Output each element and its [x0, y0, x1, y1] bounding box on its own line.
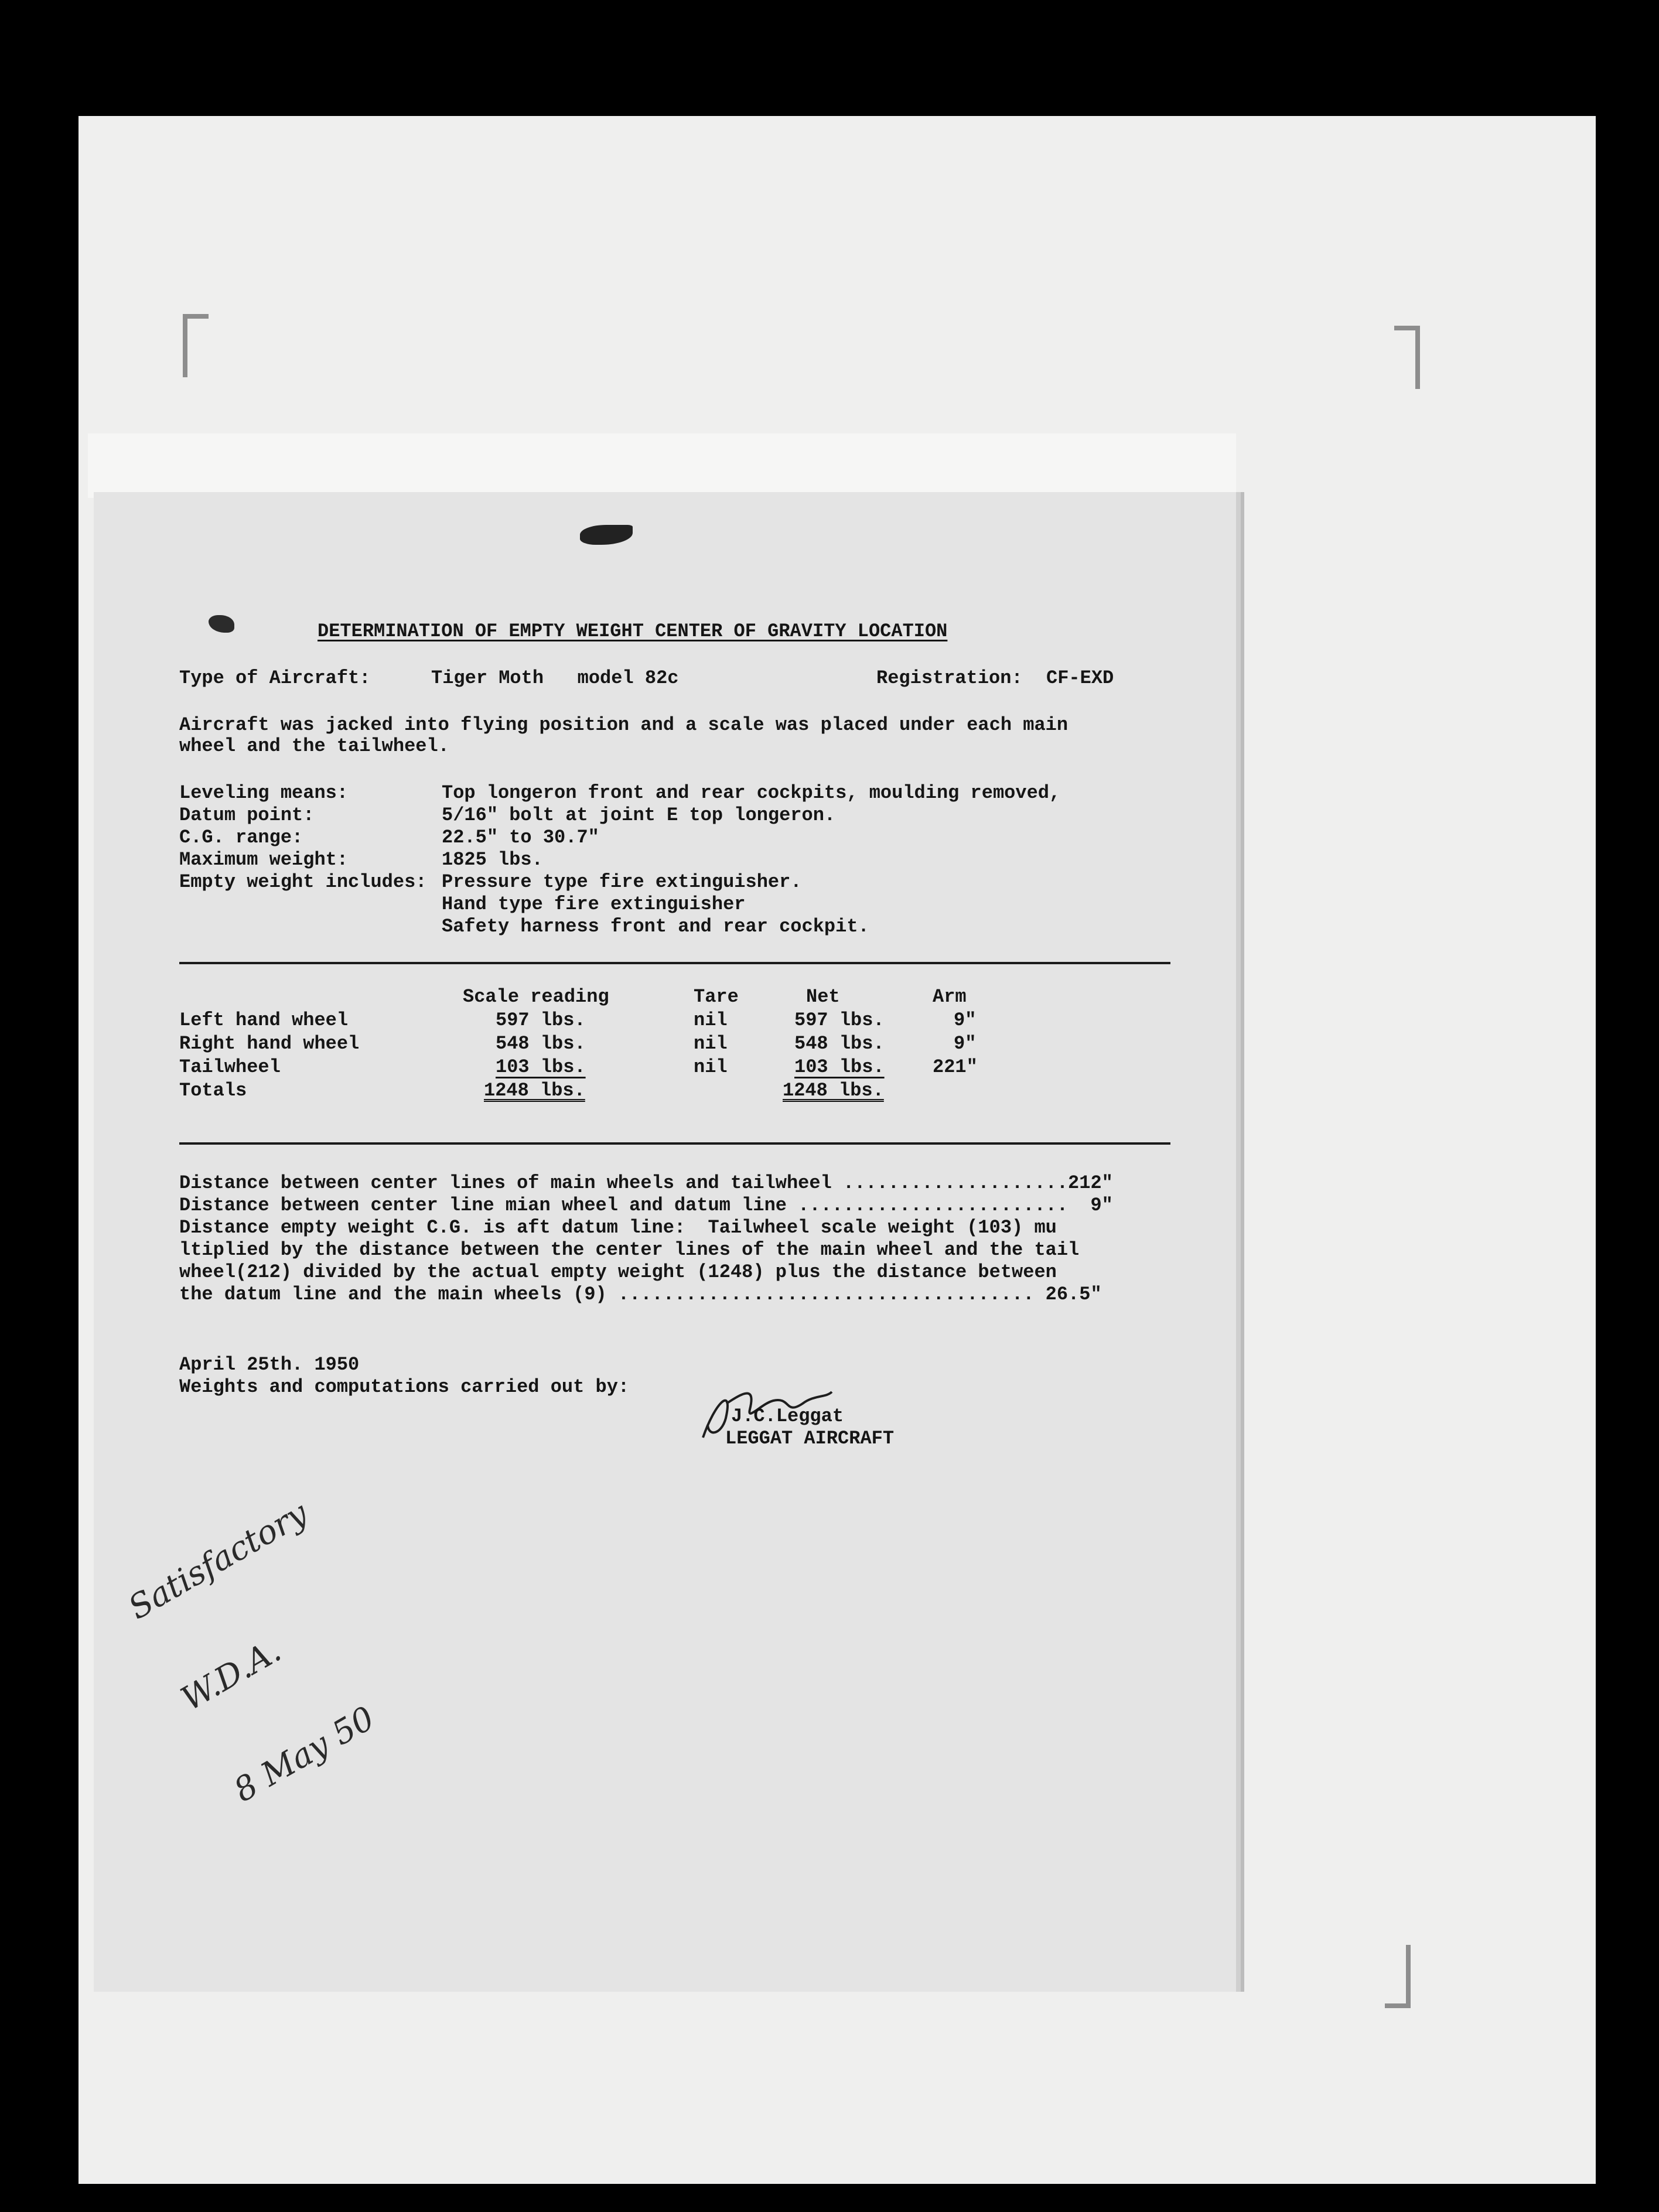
col-header-scale: Scale reading [463, 986, 609, 1008]
handwritten-line: W.D.A. [175, 1631, 288, 1719]
row-arm: 9" [954, 1009, 977, 1031]
calc-line: Distance empty weight C.G. is aft datum line: Tailwheel scale weight (103) mu [179, 1217, 1057, 1238]
spec-value: Top longeron front and rear cockpits, moulding removed, [442, 782, 1061, 804]
row-scale: 548 lbs. [496, 1033, 586, 1054]
total-scale: 1248 lbs. [484, 1080, 585, 1101]
spec-label: Maximum weight: [179, 849, 349, 871]
carried-out-by: Weights and computations carried out by: [179, 1376, 630, 1398]
row-net: 103 lbs. [794, 1056, 885, 1078]
spec-label: Leveling means: [179, 782, 349, 804]
row-scale: 103 lbs. [496, 1056, 586, 1078]
handwritten-approval [88, 1435, 454, 1869]
paper-tear-mark-left [209, 615, 234, 633]
aircraft-type-value: Tiger Moth model 82c [431, 667, 679, 689]
row-name: Right hand wheel [179, 1033, 360, 1054]
spec-value: 5/16" bolt at joint E top longeron. [442, 804, 836, 826]
row-arm: 221" [933, 1056, 978, 1078]
col-header-arm: Arm [933, 986, 967, 1008]
document-title: DETERMINATION OF EMPTY WEIGHT CENTER OF GRAVITY LOCATION [318, 620, 948, 642]
crop-mark-top-left [183, 314, 209, 377]
intro-line-2: wheel and the tailwheel. [179, 735, 449, 757]
report-date: April 25th. 1950 [179, 1354, 360, 1375]
row-name-totals: Totals [179, 1080, 247, 1101]
spec-label: Datum point: [179, 804, 315, 826]
calc-line: ltiplied by the distance between the center lines of the main wheel and the tail [179, 1239, 1080, 1261]
row-name: Tailwheel [179, 1056, 281, 1078]
col-header-net: Net [806, 986, 840, 1008]
spec-value: Safety harness front and rear cockpit. [442, 916, 869, 937]
intro-line-1: Aircraft was jacked into flying position and a scale was placed under each main [179, 714, 1069, 736]
spec-value: Pressure type fire extinguisher. [442, 871, 802, 893]
row-arm: 9" [954, 1033, 977, 1054]
row-net: 597 lbs. [794, 1009, 885, 1031]
calc-line: Distance between center lines of main wheels and tailwheel ....................212" [179, 1172, 1113, 1194]
crop-mark-top-right [1394, 326, 1420, 389]
aircraft-type-label: Type of Aircraft: [179, 667, 371, 689]
spec-label: C.G. range: [179, 827, 303, 848]
total-net: 1248 lbs. [783, 1080, 884, 1101]
spec-label: Empty weight includes: [179, 871, 427, 893]
handwritten-line: Satisfactory [122, 1494, 315, 1627]
handwritten-line: 8 May 50 [227, 1699, 381, 1810]
spec-value: 1825 lbs. [442, 849, 543, 871]
paper-tear-mark [580, 525, 633, 545]
registration-value: CF-EXD [1046, 667, 1114, 689]
spec-value: 22.5" to 30.7" [442, 827, 599, 848]
calc-line: the datum line and the main wheels (9) ..................................... 26.5" [179, 1283, 1102, 1305]
paper-fold [88, 433, 1236, 498]
calc-line: Distance between center line mian wheel and datum line ........................ 9" [179, 1194, 1113, 1216]
signer-company: LEGGAT AIRCRAFT [725, 1428, 895, 1449]
signer-name: J.C.Leggat [731, 1405, 844, 1427]
row-net: 548 lbs. [794, 1033, 885, 1054]
row-tare: nil [694, 1033, 728, 1054]
col-header-tare: Tare [694, 986, 739, 1008]
row-tare: nil [694, 1009, 728, 1031]
divider-bottom [179, 1142, 1170, 1145]
row-tare: nil [694, 1056, 728, 1078]
registration-label: Registration: [876, 667, 1023, 689]
divider-top [179, 962, 1170, 964]
row-scale: 597 lbs. [496, 1009, 586, 1031]
crop-mark-bottom-right [1385, 1945, 1411, 2008]
document-sheet [94, 492, 1236, 1992]
calc-line: wheel(212) divided by the actual empty weight (1248) plus the distance between [179, 1261, 1057, 1283]
row-name: Left hand wheel [179, 1009, 349, 1031]
spec-value: Hand type fire extinguisher [442, 893, 746, 915]
